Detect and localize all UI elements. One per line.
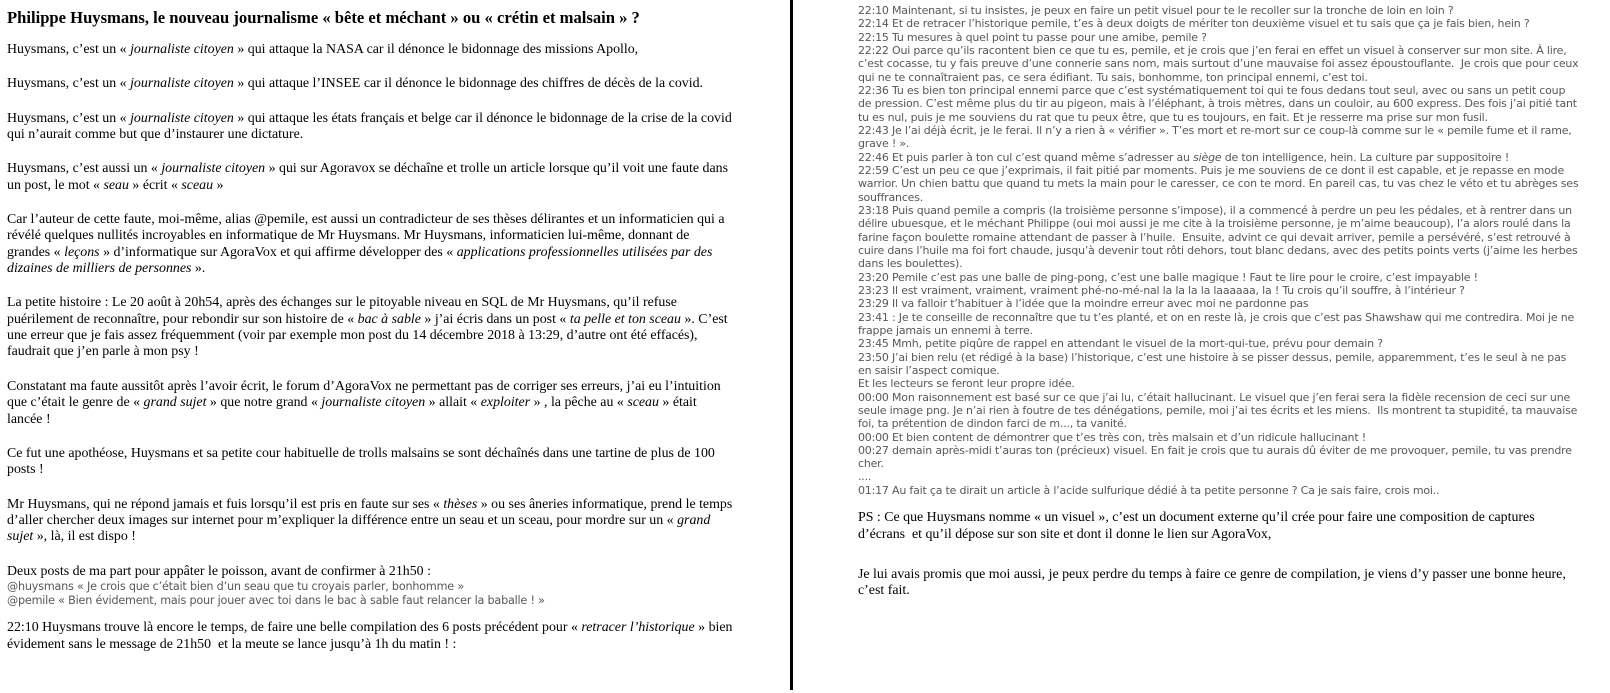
- body-paragraph: Huysmans, c’est un « journaliste citoyen » qui attaque les états français et belge car il dénonce le bidonnage de la crise de la covid qui n’aurait comme but que d’instaurer une dictature.: [7, 110, 736, 143]
- chat-message: 23:23 Il est vraiment, vraiment, vraiment phé-no-mé-nal la la la la laaaaaa, la ! Tu crois qu’il souffre, à l’intérieur ?: [858, 283, 1465, 297]
- body-paragraph: @huysmans « Je crois que c’était bien d’un seau que tu croyais parler, bonhomme »: [7, 579, 464, 593]
- body-paragraph: @pemile « Bien évidement, mais pour jouer avec toi dans le bac à sable faut relancer la baballe ! »: [7, 593, 545, 607]
- body-paragraph: Huysmans, c’est un « journaliste citoyen » qui attaque l’INSEE car il dénonce le bidonnage des chiffres de décès de la covid.: [7, 76, 704, 92]
- chat-message: 23:18 Puis quand pemile a compris (la troisième personne s’impose), il a commencé à perdre un peu les pédales, et à rentrer dans un délire ubuesque, et le méchant Philippe (oui moi aussi je me cite à la troisième personne, je m’aime beaucoup), l’a alors roulé dans la farine façon boulette romaine attendant de passer à l’huile. Ensuite, advint ce qui devait arriver, pemile a persévéré, s’est retrouvé à cuire dans l’huile ma foi fort chaude, jusqu’à devenir tout rôti dehors, tout blanc dedans, avec des petits points verts (j’aime les herbes dans les boulettes).: [858, 203, 1581, 271]
- chat-message: 22:36 Tu es bien ton principal ennemi parce que c’est systématiquement toi qui te fous dedans tout seul, avec ou sans un petit coup de pression. C’est même plus du tir au pigeon, mais à l’éléphant, à trois mètres, dans un couloir, au 600 express. Des fois j’ai pitié tant tu es nul, puis je me souviens du rat que tu peux être, que tu es toujours, en fait. Et je resserre ma prise sur mon fusil.: [858, 83, 1581, 124]
- body-paragraph: Ce fut une apothéose, Huysmans et sa petite cour habituelle de trolls malsains se sont déchaînés dans une tartine de plus de 100 posts !: [7, 445, 719, 478]
- chat-message: 00:27 demain après-midi t’auras ton (précieux) visuel. En fait je crois que tu aurais dû éviter de me provoquer, pemile, tu vas prendre cher.: [858, 443, 1576, 471]
- body-paragraph: 22:10 Huysmans trouve là encore le temps, de faire une belle compilation des 6 posts précédent pour « retracer l’historique » bien évidement sans le message de 21h50 et la meute se lance jusqu’à 1h du matin ! :: [7, 620, 736, 652]
- chat-message: 00:00 Mon raisonnement est basé sur ce que j’ai lu, c’était hallucinant. Le visuel que j’en ferai sera la fidèle recension de ceci sur une seule image png. Je n’ai rien à foutre de tes dénégations, pemile, moi j’ai tes écrits et les miens. Ils montrent ta stupidité, ta mauvaise foi, ta prétention de dindon farci de m..., ta vanité.: [858, 390, 1581, 431]
- column-divider-line: [790, 0, 793, 690]
- chat-log: [858, 4, 1580, 497]
- chat-message: 22:10 Maintenant, si tu insistes, je peux en faire un petit visuel pour te le recoller sur la tronche de loin en loin ?: [858, 4, 1454, 17]
- right-column: [858, 4, 1580, 600]
- body-paragraph: Car l’auteur de cette faute, moi-même, alias @pemile, est aussi un contradicteur de ses thèses délirantes et un informaticien qui a révélé quelques nullités incroyables en informatique de Mr Huysmans. Mr Huysmans, informaticien lui-même, donnant de grandes « leçons » d’informatique sur AgoraVox et qui affirme développer des « applications professionnelles utilisées par des dizaines de milliers de personnes ».: [7, 212, 728, 277]
- chat-message: 22:14 Et de retracer l’historique pemile, t’es à deux doigts de mériter ton deuxième visuel et tu sais que ça je fais bien, hein ?: [858, 17, 1530, 31]
- chat-message: 22:22 Oui parce qu’ils racontent bien ce que tu es, pemile, et je crois que j’en ferai en effet un visuel à conserver sur mon site. À lire, c’est cocasse, tu y fais preuve d’une connerie sans nom, mais surtout d’une mauvaise foi assez époustouflante. Je crois que pour ceux qui ne te connaîtraient pas, ce sera édifiant. Tu sais, bonhomme, ton principal ennemi, c’est toi.: [858, 43, 1582, 84]
- body-paragraph: Huysmans, c’est aussi un « journaliste citoyen » qui sur Agoravox se déchaîne et trolle un article lorsque qu’il voit une faute dans un post, le mot « seau » écrit « sceau »: [7, 161, 732, 193]
- postscript-section: [858, 510, 1580, 600]
- article-title: Philippe Huysmans, le nouveau journalisme « bête et méchant » ou « crétin et malsain » ?: [7, 8, 640, 27]
- chat-message: 23:29 Il va falloir t’habituer à l’idée que la moindre erreur avec moi ne pardonne pas: [858, 297, 1309, 311]
- body-paragraph: Mr Huysmans, qui ne répond jamais et fuis lorsqu’il est pris en faute sur ses « thèses » ou ses âneries informatique, prend le temps d’aller chercher deux images sur internet pour m’expliquer la différence entre un seau et un sceau, pour mordre sur un « grand sujet », là, il est dispo !: [7, 496, 736, 545]
- chat-message: Et les lecteurs se feront leur propre idée.: [858, 377, 1075, 391]
- chat-message: 22:59 C’est un peu ce que j’exprimais, il fait pitié par moments. Puis je me souviens de ce dont il est capable, et je repasse en mode warrior. Un chien battu que quand tu mets la main pour le caresser, ce con te mord. En pareil cas, tu vas chez le véto et tu abrèges ses souffrances.: [858, 163, 1582, 204]
- body-paragraph: Constatant ma faute aussitôt après l’avoir écrit, le forum d’AgoraVox ne permettant pas de corriger ses erreurs, j’ai eu l’intuition que c’était le genre de « grand sujet » que notre grand « journaliste citoyen » allait « exploiter » , la pêche au « sceau » était lancée !: [7, 378, 725, 427]
- chat-message: 22:15 Tu mesures à quel point tu passe pour une amibe, pemile ?: [858, 30, 1207, 44]
- chat-message: 23:20 Pemile c’est pas une balle de ping-pong, c’est une balle magique ! Faut te lire pour le croire, c’est impayable !: [858, 270, 1478, 284]
- chat-message: 22:46 Et puis parler à ton cul c’est quand même s’adresser au siège de ton intelligence, hein. La culture par suppositoire !: [858, 150, 1510, 164]
- chat-message: ....: [858, 470, 872, 484]
- chat-message: 23:41 : Je te conseille de reconnaître que tu t’es planté, et on en reste là, je crois que c’est pas Shawshaw qui me contredira. Moi je ne frappe jamais un ennemi à terre.: [858, 310, 1578, 337]
- ps-paragraph: Je lui avais promis que moi aussi, je peux perdre du temps à faire ce genre de compilation, je viens d’y passer une bonne heure, c’est fait.: [858, 566, 1570, 599]
- body-paragraph: La petite histoire : Le 20 août à 20h54, après des échanges sur le pitoyable niveau en SQL de Mr Huysmans, qu’il refuse puérilement de reconnaître, pour rebondir sur son histoire de « bac à sable » j’ai écris dans un post « ta pelle et ton sceau ». C’est une erreur que je fais assez fréquemment (voir par exemple mon post du 14 décembre 2018 à 13:29, d’autre ont été effacés), faudrait que j’en parle à mon psy !: [7, 295, 732, 360]
- ps-paragraph: PS : Ce que Huysmans nomme « un visuel », c’est un document externe qu’il crée pour faire une composition de captures d’écrans et qu’il dépose sur son site et dont il donne le lien sur AgoraVox,: [858, 510, 1539, 542]
- chat-message: 23:45 Mmh, petite piqûre de rappel en attendant le visuel de la mort-qui-tue, prévu pour demain ?: [858, 337, 1383, 351]
- article-body: [7, 42, 735, 653]
- chat-message: 22:43 Je l’ai déjà écrit, je le ferai. Il n’y a rien à « vérifier ». T’es mort et re-mort sur ce coup-là comme sur le « pemile fume et il rame, grave ! ».: [858, 123, 1575, 151]
- chat-message: 01:17 Au fait ça te dirait un article à l’acide sulfurique dédié à ta petite personne ? Ca je sais faire, crois moi..: [858, 483, 1440, 497]
- chat-message: 23:50 J’ai bien relu (et rédigé à la base) l’historique, c’est une histoire à se pisser dessus, pemile, apparemment, t’es le seul à ne pas en saisir l’aspect comique.: [858, 350, 1570, 377]
- left-column: [7, 8, 735, 671]
- body-paragraph: Huysmans, c’est un « journaliste citoyen » qui attaque la NASA car il dénonce le bidonnage des missions Apollo,: [7, 42, 639, 57]
- chat-message: 00:00 Et bien content de démontrer que t’es très con, très malsain et d’un ridicule hallucinant !: [858, 430, 1366, 444]
- body-paragraph: Deux posts de ma part pour appâter le poisson, avant de confirmer à 21h50 :: [7, 563, 431, 579]
